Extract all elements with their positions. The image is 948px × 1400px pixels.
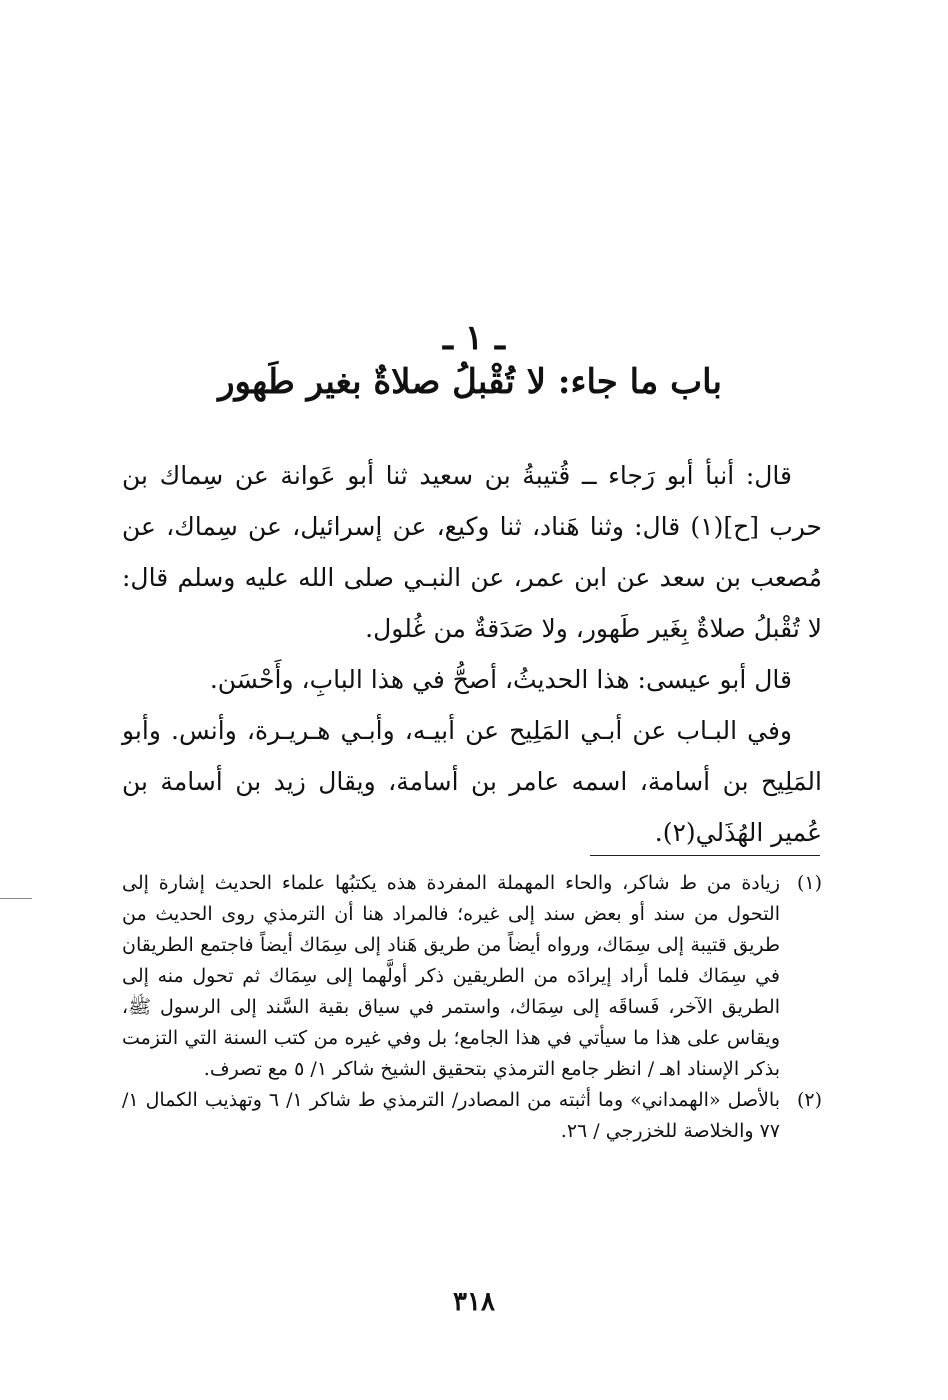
main-text	[122, 450, 822, 858]
footnote-text: زيادة من ط شاكر، والحاء المهملة المفردة هذه يكتبُها علماء الحديث إشارة إلى التحول من سند أو بعض سند إلى غيره؛ فالمراد هنا أن الترمذي روى الحديث من طريق قتيبة إلى سِمَاك، ورواه أيضاً من طريق هَناد إلى سِمَاك أيضاً فاجتمع الطريقان في سِمَاك فلما أراد إيرادَه من الطريقين ذكر أولَّهما إلى سِمَاك ثم تحول منه إلى الطريق الآخر، فَساقَه إلى سِمَاك، واستمر في سياق بقية السَّند إلى الرسول ﷺ، ويقاس على هذا ما سيأتي في هذا الجامع؛ بل وفي غيره من كتب السنة التي التزمت بذكر الإسناد اهـ / انظر جامع الترمذي بتحقيق الشيخ شاكر ١/ ٥ مع تصرف.	[122, 872, 780, 1080]
footnote-number: (٢)	[796, 1089, 822, 1111]
footnote-number: (١)	[796, 872, 822, 894]
chapter-references-paragraph: وفي البـاب عن أبـي المَلِيح عن أبيـه، وأبـي هـريـرة، وأنس. وأبو المَلِيح بن أسامة، اسمه عامر بن أسامة، ويقال زيد بن أسامة بن عُمير الهُذَلي(٢).	[122, 716, 822, 847]
grading-paragraph: قال أبو عيسى: هذا الحديثُ، أصحُّ في هذا البابِ، وأَحْسَن.	[209, 665, 792, 694]
page-number: ٣١٨	[453, 1287, 495, 1317]
margin-line	[0, 898, 32, 899]
hadith-paragraph: قال: أنبأ أبو رَجاء ــ قُتيبةُ بن سعيد ثنا أبو عَوانة عن سِماك بن حرب [ح](١) قال: وثنا هَناد، ثنا وكيع، عن إسرائيل، عن سِماك، عن مُصعب بن سعد عن ابن عمر، عن النبـي صلى الله عليه وسلم قال: لا تُقْبلُ صلاةٌ بِغَير طَهور، ولا صَدَقةٌ من غُلول.	[122, 461, 822, 643]
footnote-divider	[590, 855, 820, 856]
footnotes	[122, 868, 822, 1147]
footnote-2	[122, 1085, 822, 1147]
chapter-number: ـ ١ ـ	[443, 318, 505, 358]
footnote-text: بالأصل «الهمداني» وما أثبته من المصادر/ الترمذي ط شاكر ١/ ٦ وتهذيب الكمال ١/ ٧٧ والخلاصة للخزرجي / ٢٦.	[122, 1089, 781, 1142]
footnote-1	[122, 868, 822, 1085]
chapter-title: باب ما جاء: لا تُقْبلُ صلاةٌ بغير طَهور	[218, 362, 722, 402]
